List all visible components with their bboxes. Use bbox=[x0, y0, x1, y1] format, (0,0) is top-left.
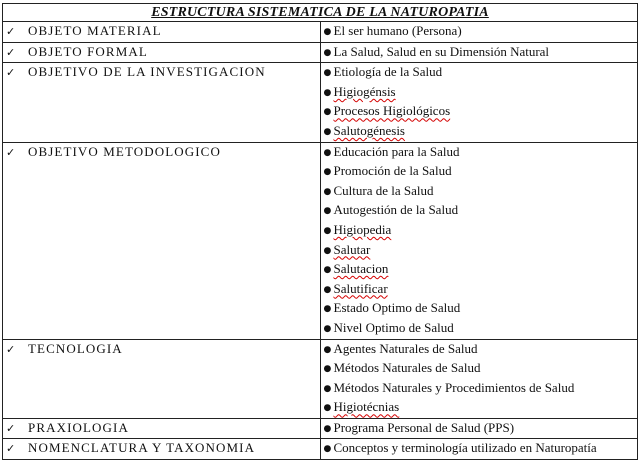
row-label: OBJETO FORMAL bbox=[28, 43, 148, 59]
list-item: ● Salutacion bbox=[324, 260, 635, 280]
bullet-icon: ● bbox=[323, 225, 332, 236]
list-item: ● Etiología de la Salud bbox=[324, 63, 635, 83]
list-item: ● Métodos Naturales y Procedimientos de Salud bbox=[324, 379, 635, 399]
bullet-icon: ● bbox=[323, 265, 332, 276]
table-row bbox=[3, 63, 638, 142]
list-item: ● Salutificar bbox=[324, 280, 635, 300]
table-row bbox=[3, 142, 638, 339]
bullet-icon: ● bbox=[323, 323, 332, 334]
list-item: ● Cultura de la Salud bbox=[324, 182, 635, 202]
check-icon: ✓ bbox=[6, 66, 16, 80]
bullet-icon: ● bbox=[323, 167, 332, 178]
check-icon: ✓ bbox=[6, 342, 16, 356]
list-item: ● Higiogénsis bbox=[324, 83, 635, 103]
table-row bbox=[3, 22, 638, 43]
list-item: ● Agentes Naturales de Salud bbox=[324, 340, 635, 360]
list-item: ● Programa Personal de Salud (PPS) bbox=[324, 419, 635, 439]
list-item: ● Promoción de la Salud bbox=[324, 162, 635, 182]
bullet-icon: ● bbox=[323, 344, 332, 355]
bullet-icon: ● bbox=[323, 27, 332, 37]
list-item: ● Estado Optimo de Salud bbox=[324, 299, 635, 319]
list-item: ● Educación para la Salud bbox=[324, 143, 635, 163]
row-label: TECNOLOGIA bbox=[28, 340, 123, 356]
bullet-icon: ● bbox=[323, 47, 332, 58]
bullet-icon: ● bbox=[323, 423, 332, 434]
bullet-icon: ● bbox=[323, 403, 332, 414]
row-label: OBJETIVO DE LA INVESTIGACION bbox=[28, 64, 266, 80]
list-item: ● Nivel Optimo de Salud bbox=[324, 319, 635, 339]
row-label: OBJETIVO METODOLOGICO bbox=[28, 143, 221, 159]
list-item: ● Salutar bbox=[324, 241, 635, 261]
table-row bbox=[3, 339, 638, 418]
bullet-icon: ● bbox=[323, 444, 332, 455]
table-row bbox=[3, 418, 638, 439]
bullet-icon: ● bbox=[323, 147, 332, 158]
bullet-icon: ● bbox=[323, 284, 332, 295]
bullet-icon: ● bbox=[323, 126, 332, 137]
bullet-icon: ● bbox=[323, 186, 332, 197]
list-item: ● La Salud, Salud en su Dimensión Natural bbox=[324, 43, 635, 63]
bullet-icon: ● bbox=[323, 107, 332, 118]
bullet-icon: ● bbox=[323, 364, 332, 375]
table-row bbox=[3, 42, 638, 63]
check-icon: ✓ bbox=[6, 25, 16, 38]
check-icon: ✓ bbox=[6, 442, 16, 456]
list-item: ● Salutogénesis bbox=[324, 122, 635, 142]
bullet-icon: ● bbox=[323, 304, 332, 315]
check-icon: ✓ bbox=[6, 45, 16, 59]
list-item: ● Higiotécnias bbox=[324, 398, 635, 418]
list-item: ● Métodos Naturales de Salud bbox=[324, 359, 635, 379]
list-item: ● Conceptos y terminología utilizado en Naturopatía bbox=[324, 439, 635, 459]
list-item: ● Procesos Higiológicos bbox=[324, 102, 635, 122]
row-label: NOMENCLATURA Y TAXONOMIA bbox=[28, 440, 256, 456]
bullet-icon: ● bbox=[323, 87, 332, 98]
list-item: ● Autogestión de la Salud bbox=[324, 201, 635, 221]
bullet-icon: ● bbox=[323, 383, 332, 394]
bullet-icon: ● bbox=[323, 245, 332, 256]
row-label: OBJETO MATERIAL bbox=[28, 23, 162, 38]
row-label: PRAXIOLOGIA bbox=[28, 419, 129, 435]
table-title: ESTRUCTURA SISTEMATICA DE LA NATUROPATIA bbox=[3, 4, 638, 22]
title-row bbox=[3, 4, 638, 22]
check-icon: ✓ bbox=[6, 421, 16, 435]
table-row bbox=[3, 439, 638, 460]
bullet-icon: ● bbox=[323, 206, 332, 217]
check-icon: ✓ bbox=[6, 145, 16, 159]
list-item: ● El ser humano (Persona) bbox=[324, 22, 635, 42]
bullet-icon: ● bbox=[323, 68, 332, 79]
naturopathy-structure-table bbox=[2, 3, 638, 460]
list-item: ● Higiopedia bbox=[324, 221, 635, 241]
